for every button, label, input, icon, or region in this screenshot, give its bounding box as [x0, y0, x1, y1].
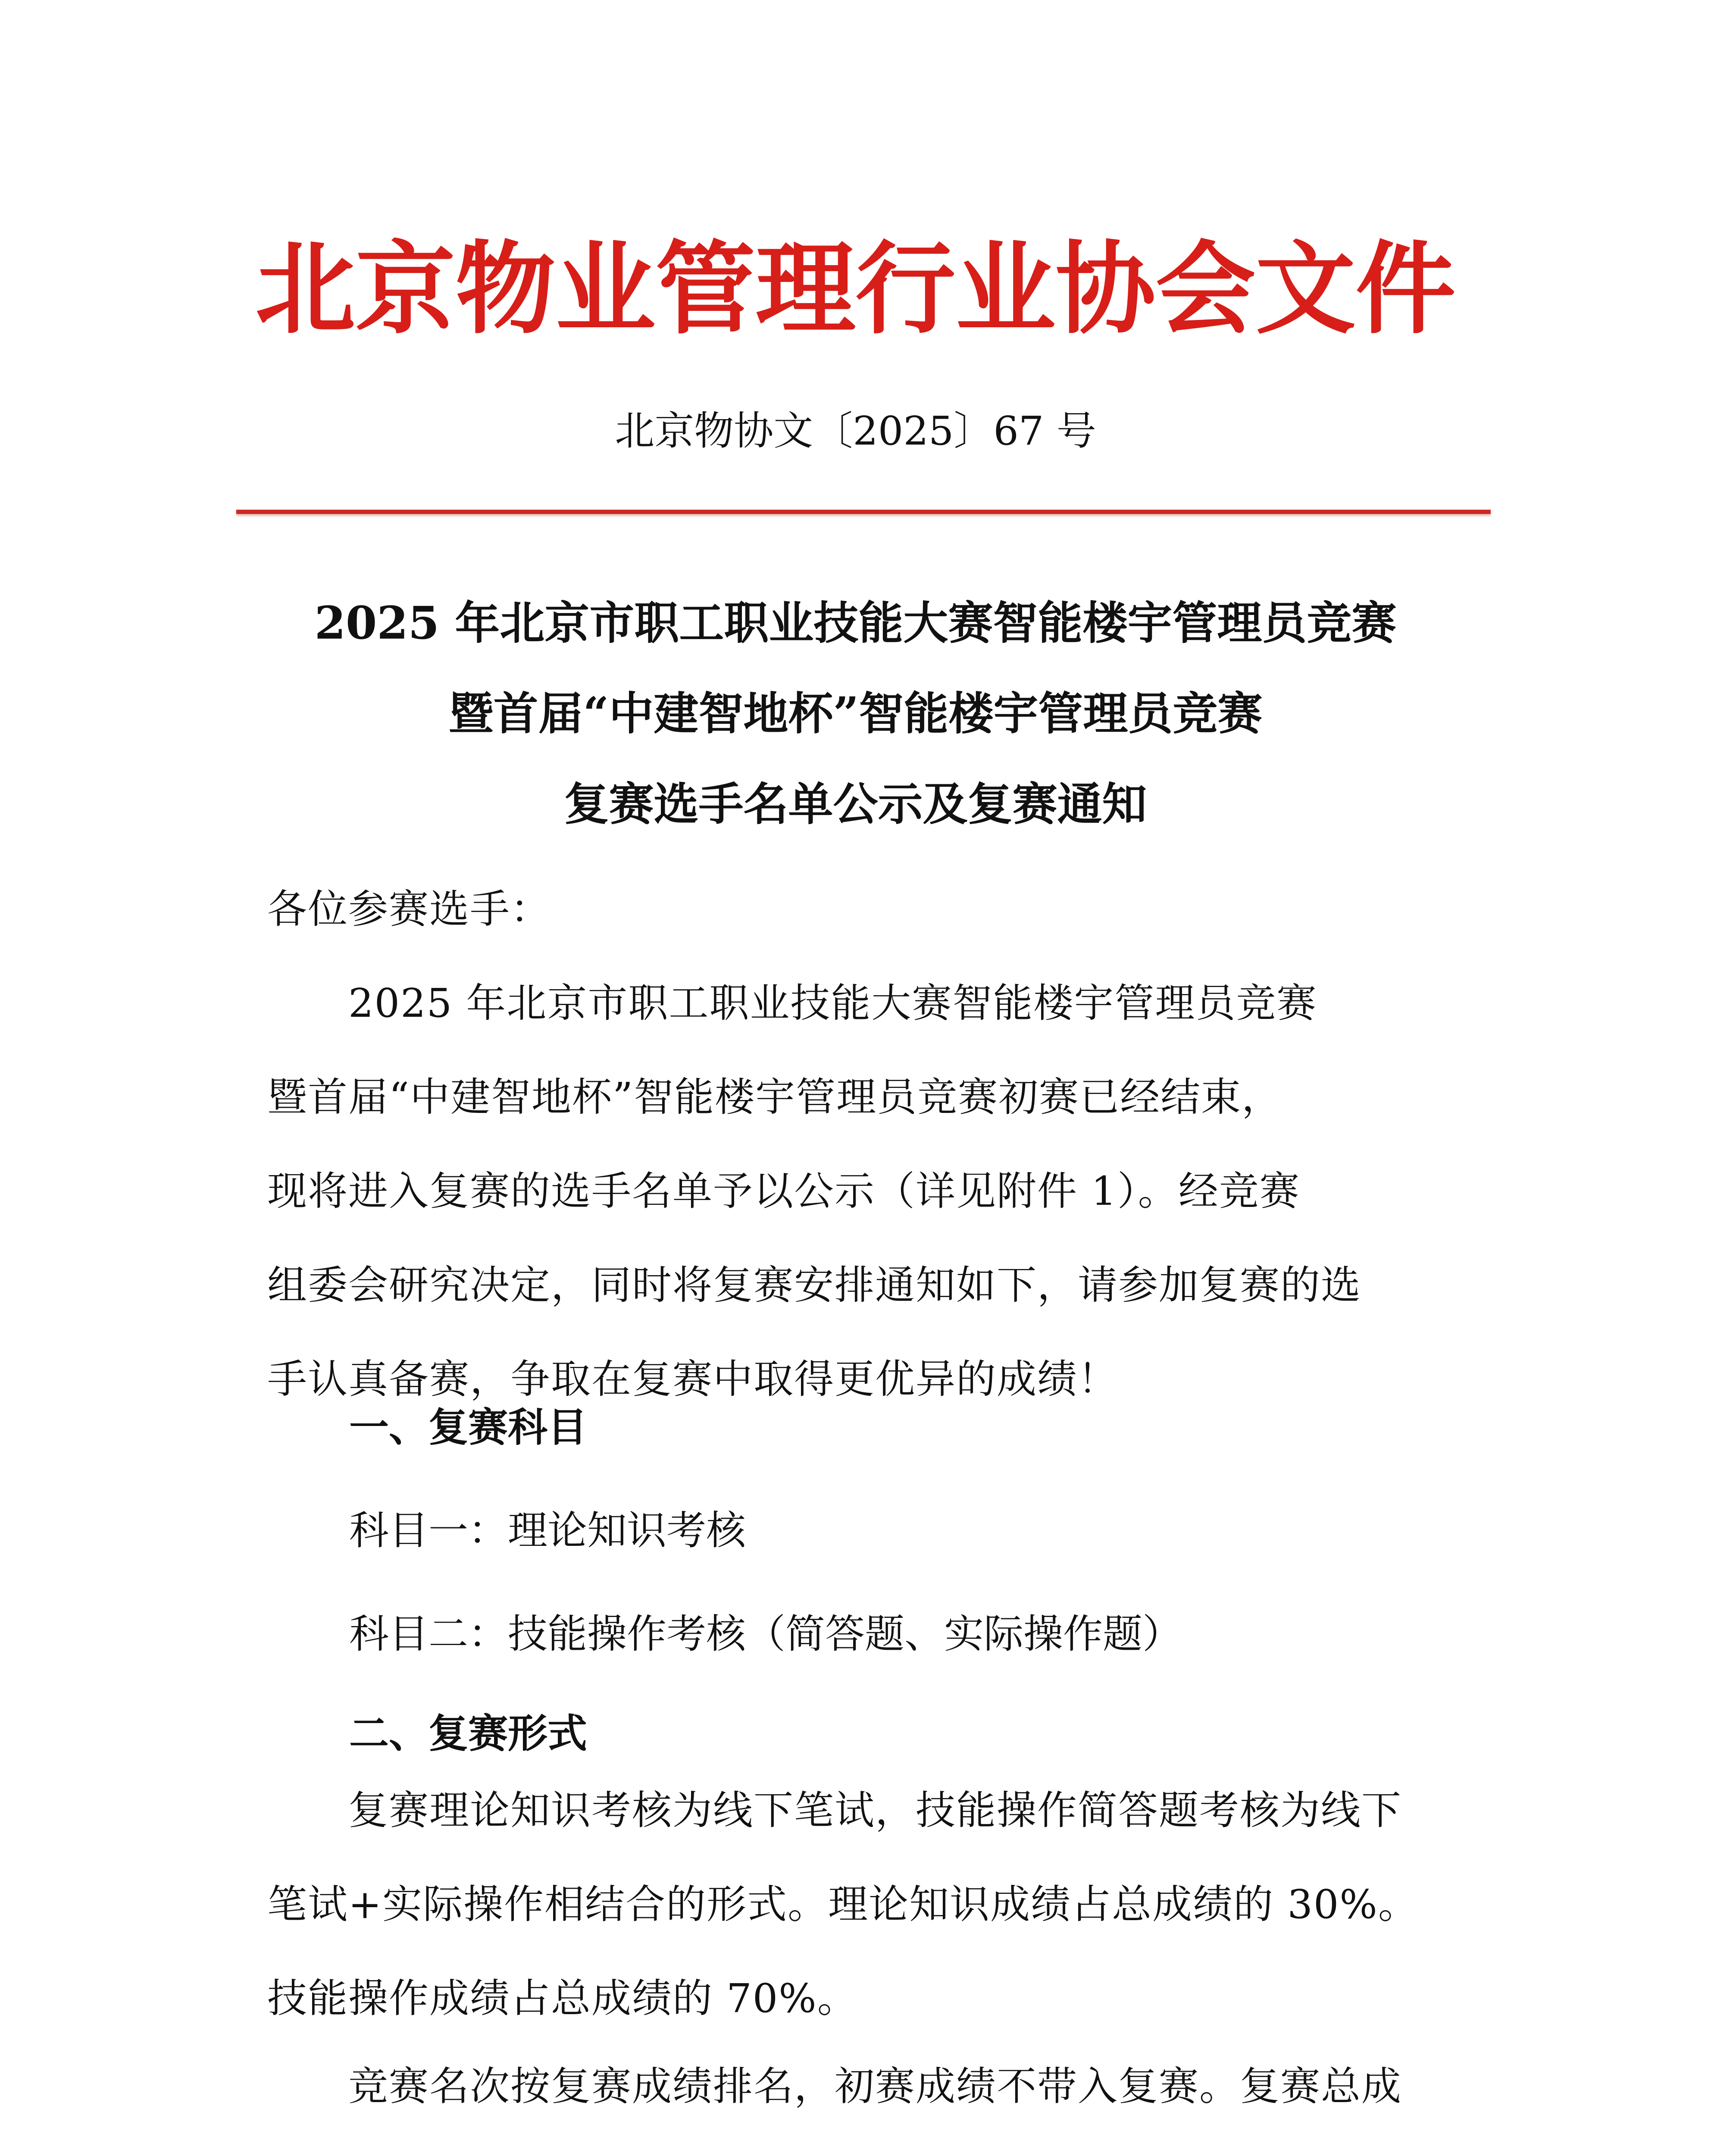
intro-paragraph — [267, 956, 1466, 1426]
masthead-title: 北京物业管理行业协会文件 — [255, 230, 1456, 348]
section-heading-subjects: 一、复赛科目 — [349, 1404, 588, 1451]
format-line-1: 复赛理论知识考核为线下笔试，技能操作简答题考核为线下 — [267, 1787, 1402, 1833]
format-line-3: 技能操作成绩占总成绩的 70%。 — [267, 1975, 858, 2021]
salutation: 各位参赛选手： — [267, 886, 551, 932]
subject-item-1: 科目一：理论知识考核 — [349, 1507, 746, 1554]
intro-line-2: 暨首届“中建智地杯”智能楼宇管理员竞赛初赛已经结束， — [267, 1074, 1282, 1120]
section-heading-format: 二、复赛形式 — [349, 1710, 588, 1757]
intro-line-1: 2025 年北京市职工职业技能大赛智能楼宇管理员竞赛 — [267, 980, 1317, 1026]
intro-line-4: 组委会研究决定，同时将复赛安排通知如下，请参加复赛的选 — [267, 1262, 1362, 1308]
title-line-2: 暨首届“中建智地杯”智能楼宇管理员竞赛 — [448, 687, 1263, 740]
intro-line-5: 手认真备赛，争取在复赛中取得更优异的成绩！ — [267, 1356, 1119, 1402]
format-paragraph — [267, 1764, 1466, 2046]
document-number: 北京物协文〔2025〕67 号 — [615, 408, 1096, 454]
ranking-line-1: 竞赛名次按复赛成绩排名，初赛成绩不带入复赛。复赛总成 — [267, 2063, 1402, 2109]
title-line-3: 复赛选手名单公示及复赛通知 — [564, 777, 1147, 830]
red-divider-line — [236, 510, 1491, 514]
title-line-1: 2025 年北京市职工职业技能大赛智能楼宇管理员竞赛 — [314, 596, 1397, 649]
subject-item-2: 科目二：技能操作考核（简答题、实际操作题） — [349, 1611, 1182, 1657]
ranking-line-2 — [267, 2134, 1466, 2156]
ranking-paragraph — [267, 2040, 1466, 2156]
document-title — [0, 578, 1711, 849]
intro-line-3: 现将进入复赛的选手名单予以公示（详见附件 1）。经竞赛 — [267, 1168, 1300, 1214]
format-line-2: 笔试+实际操作相结合的形式。理论知识成绩占总成绩的 30%。 — [267, 1881, 1419, 1927]
